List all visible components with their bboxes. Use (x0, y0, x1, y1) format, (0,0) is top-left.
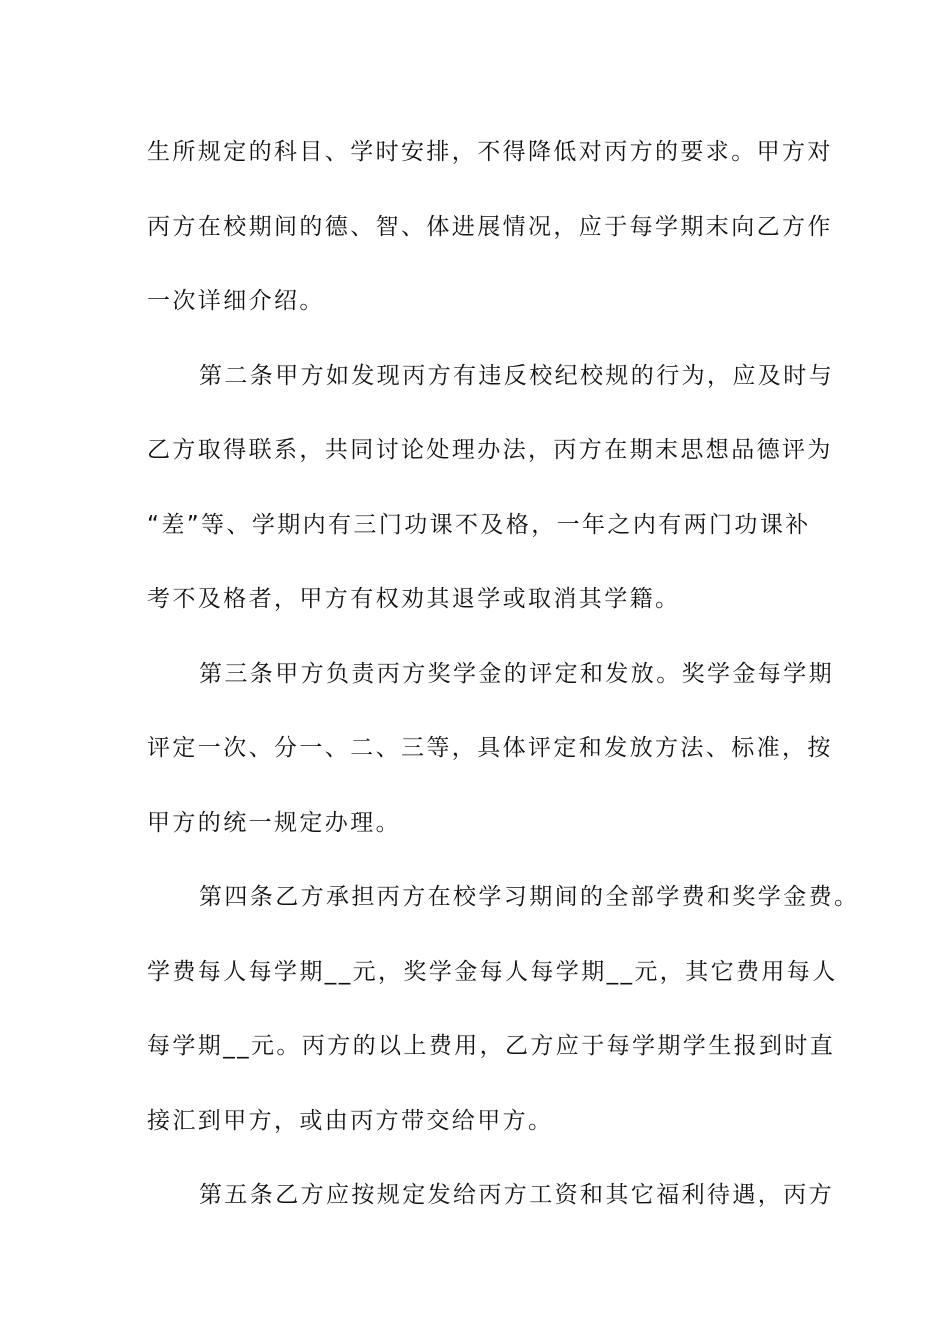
text-line: 甲方的统一规定办理。 (147, 809, 401, 836)
text-line: “差”等、学期内有三门功课不及格，一年之内有两门功课补 (147, 511, 811, 538)
article-5-start: 第五条乙方应按规定发给丙方工资和其它福利待遇，丙方 (199, 1182, 834, 1208)
text-line: 丙方在校期间的德、智、体进展情况，应于每学期末向乙方作 (147, 213, 833, 240)
article-2-start: 第二条甲方如发现丙方有违反校纪校规的行为，应及时与 (199, 362, 834, 389)
article-4-start: 第四条乙方承担丙方在校学习期间的全部学费和奖学金费。 (199, 884, 860, 910)
text-line: 考不及格者，甲方有权劝其退学或取消其学籍。 (147, 586, 681, 612)
text-line: 学费每人每学期__元，奖学金每人每学期__元，其它费用每人 (147, 958, 838, 985)
text-line: 接汇到甲方，或由丙方带交给甲方。 (147, 1107, 554, 1134)
article-3-start: 第三条甲方负责丙方奖学金的评定和发放。奖学金每学期 (199, 660, 834, 687)
text-line: 乙方取得联系，共同讨论处理办法，丙方在期末思想品德评为 (147, 437, 833, 463)
text-line: 生所规定的科目、学时安排，不得降低对丙方的要求。甲方对 (147, 139, 833, 165)
text-line: 一次详细介绍。 (147, 288, 325, 314)
text-line: 每学期__元。丙方的以上费用，乙方应于每学期学生报到时直 (147, 1033, 836, 1059)
text-line: 评定一次、分一、二、三等，具体评定和发放方法、标准，按 (147, 735, 833, 761)
document-body (147, 127, 860, 1245)
